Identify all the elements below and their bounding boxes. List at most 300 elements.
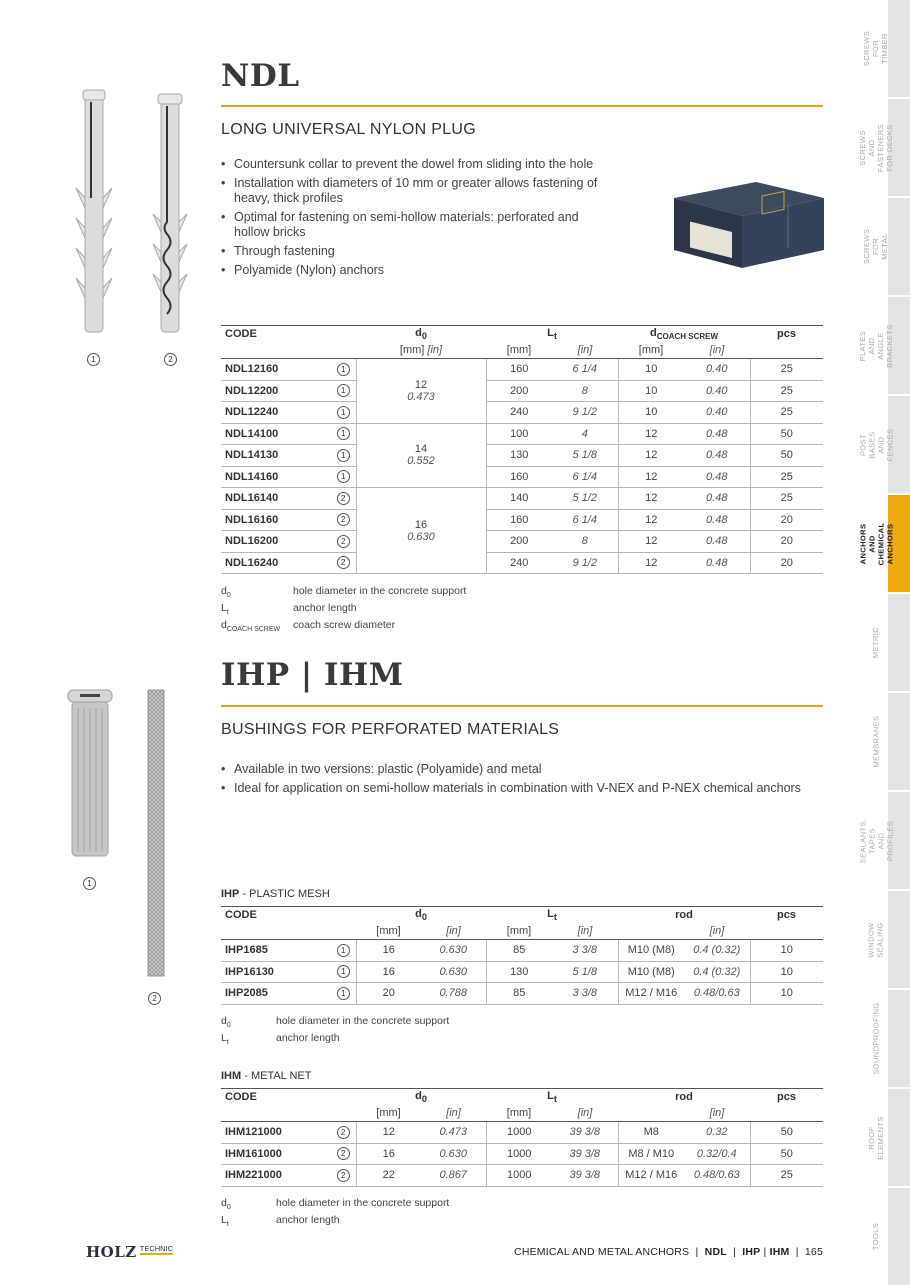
d0-cell bbox=[356, 359, 486, 424]
d0-in bbox=[421, 983, 486, 1005]
ihm-legend-item: $L_t$ anchor length bbox=[221, 1214, 340, 1229]
ihm-metal-bushing-image bbox=[144, 688, 168, 980]
d0-in: 0.630 bbox=[407, 530, 435, 543]
sidebar-tab-label[interactable] bbox=[864, 0, 888, 97]
product-code: NDL12240 bbox=[221, 402, 331, 424]
lt-in bbox=[552, 552, 618, 574]
version-cell bbox=[331, 402, 356, 424]
version-circle: 1 bbox=[337, 944, 350, 957]
version-cell bbox=[331, 983, 356, 1005]
sidebar-tab-label[interactable] bbox=[858, 495, 895, 592]
lt-mm: 1000 bbox=[486, 1122, 552, 1144]
lt-in-value: 6 1/4 bbox=[572, 470, 597, 483]
ihm-spec-table bbox=[221, 1088, 823, 1187]
version-circle: 1 bbox=[337, 384, 350, 397]
dcs-mm: 10 bbox=[618, 359, 684, 381]
ndl-image-label-2: 2 bbox=[164, 353, 177, 366]
dcs-in-value: 0.48 bbox=[706, 427, 728, 440]
version-circle: 1 bbox=[337, 987, 350, 1000]
sidebar-tab-text: TOOLS bbox=[871, 1222, 881, 1251]
version-circle: 2 bbox=[337, 1147, 350, 1160]
rod-in-value: 0.32 bbox=[706, 1126, 728, 1139]
dcs-mm: 12 bbox=[618, 531, 684, 553]
version-cell bbox=[331, 531, 356, 553]
ihm-header-d0: $d_0$ bbox=[356, 1089, 486, 1106]
sidebar-tab-label[interactable] bbox=[864, 594, 888, 691]
lt-in bbox=[552, 359, 618, 381]
pcs: 20 bbox=[750, 531, 823, 553]
ihp-header-row bbox=[221, 907, 823, 924]
ihp-header-d0: $d_0$ bbox=[356, 907, 486, 924]
sidebar-tab-text: METRIC bbox=[871, 626, 881, 659]
d0-mm: 22 bbox=[356, 1165, 421, 1187]
ndl-unit-d0: [mm] [in] bbox=[356, 342, 486, 359]
d0-mm: 16 bbox=[356, 1143, 421, 1165]
ndl-table-row bbox=[221, 380, 823, 402]
footer-separator: | bbox=[733, 1246, 737, 1258]
dcs-in-value: 0.48 bbox=[706, 513, 728, 526]
footer-item-ihp: IHP bbox=[742, 1246, 761, 1258]
sidebar-tab-text: MEMBRANES bbox=[871, 715, 881, 768]
ndl-header-code: CODE bbox=[221, 326, 331, 343]
logo-sub-text: TECHNIC bbox=[139, 1244, 174, 1253]
version-circle: 1 bbox=[337, 965, 350, 978]
sidebar-tab-label[interactable] bbox=[864, 693, 888, 790]
lt-in-value: 3 3/8 bbox=[572, 987, 597, 1000]
d0-mm: 12 bbox=[356, 1122, 421, 1144]
dcs-in bbox=[684, 423, 750, 445]
ihp-unit-rod-in: [in] bbox=[684, 923, 750, 940]
version-cell bbox=[331, 961, 356, 983]
rod-in-value: 0.4 (0.32) bbox=[693, 965, 741, 978]
lt-mm: 160 bbox=[486, 509, 552, 531]
version-cell bbox=[331, 1122, 356, 1144]
ihp-image-label-1: 1 bbox=[83, 877, 96, 890]
ihm-table-label: IHM - METAL NET bbox=[221, 1070, 312, 1082]
ndl-subtitle: LONG UNIVERSAL NYLON PLUG bbox=[221, 121, 476, 138]
pcs: 25 bbox=[750, 402, 823, 424]
pcs: 50 bbox=[750, 1122, 823, 1144]
ihm-legend-item: $d_0$ hole diameter in the concrete support bbox=[221, 1197, 450, 1212]
product-code: NDL14130 bbox=[221, 445, 331, 467]
lt-in bbox=[552, 509, 618, 531]
ndl-table-row bbox=[221, 531, 823, 553]
pcs: 20 bbox=[750, 509, 823, 531]
product-code: NDL12200 bbox=[221, 380, 331, 402]
pcs: 50 bbox=[750, 445, 823, 467]
sidebar-tab-text: SCREWS FOR TIMBER bbox=[862, 30, 890, 67]
version-circle: 2 bbox=[337, 1169, 350, 1182]
dcs-in bbox=[684, 552, 750, 574]
lt-in-value: 39 3/8 bbox=[569, 1126, 601, 1139]
lt-in-value: 9 1/2 bbox=[572, 406, 597, 419]
version-circle: 2 bbox=[337, 556, 350, 569]
sidebar-tab-text: ROOF ELEMENTS bbox=[867, 1115, 885, 1160]
ndl-image-label-1: 1 bbox=[87, 353, 100, 366]
product-code: NDL16140 bbox=[221, 488, 331, 510]
lt-in bbox=[552, 423, 618, 445]
ihm-table-row bbox=[221, 1122, 823, 1144]
ihp-plastic-bushing-image bbox=[66, 688, 114, 860]
dcs-mm: 12 bbox=[618, 552, 684, 574]
d0-in: 0.473 bbox=[407, 390, 435, 403]
lt-mm: 160 bbox=[486, 466, 552, 488]
lt-mm: 130 bbox=[486, 961, 552, 983]
rod-mm: M10 (M8) bbox=[618, 961, 684, 983]
version-circle: 1 bbox=[337, 449, 350, 462]
dcs-in bbox=[684, 380, 750, 402]
version-cell bbox=[331, 466, 356, 488]
ihm-header-lt: $L_t$ bbox=[486, 1089, 618, 1106]
lt-in-value: 39 3/8 bbox=[569, 1169, 601, 1182]
ndl-features-list bbox=[221, 157, 616, 282]
ihm-unit-d0-mm: [mm] bbox=[356, 1105, 421, 1122]
ndl-feature-3: • Optimal for fastening on semi-hollow materials: perforated and hollow bricks bbox=[221, 210, 616, 240]
sidebar-tab-label[interactable] bbox=[864, 990, 888, 1087]
sidebar-tab-9[interactable] bbox=[888, 891, 910, 988]
rod-in-value: 0.48/0.63 bbox=[693, 1169, 740, 1182]
lt-mm: 100 bbox=[486, 423, 552, 445]
ndl-spec-table bbox=[221, 325, 823, 574]
rod-mm: M10 (M8) bbox=[618, 940, 684, 962]
ihp-unit-d0-in: [in] bbox=[421, 923, 486, 940]
d0-in-value: 0.630 bbox=[439, 1147, 468, 1160]
lt-in-value: 9 1/2 bbox=[572, 556, 597, 569]
d0-in-value: 0.867 bbox=[439, 1169, 468, 1182]
sidebar-tab-text: WINDOW SEALING bbox=[867, 921, 885, 958]
ndl-unit-lt-mm: [mm] bbox=[486, 342, 552, 359]
lt-in bbox=[552, 445, 618, 467]
footer-separator: | bbox=[763, 1246, 767, 1258]
d0-cell bbox=[356, 488, 486, 574]
ndl-table-row bbox=[221, 423, 823, 445]
version-circle: 2 bbox=[337, 492, 350, 505]
rod-in bbox=[684, 1143, 750, 1165]
version-circle: 2 bbox=[337, 513, 350, 526]
footer-section: CHEMICAL AND METAL ANCHORS bbox=[514, 1246, 690, 1258]
ihp-legend-item: $L_t$ anchor length bbox=[221, 1032, 340, 1047]
d0-mm: 16 bbox=[356, 940, 421, 962]
version-circle: 1 bbox=[337, 406, 350, 419]
product-code: IHP1685 bbox=[221, 940, 331, 962]
lt-in-value: 4 bbox=[581, 427, 588, 440]
lt-mm: 240 bbox=[486, 552, 552, 574]
version-cell bbox=[331, 423, 356, 445]
d0-cell bbox=[356, 423, 486, 488]
d0-in-value: 0.630 bbox=[439, 965, 468, 978]
lt-mm: 240 bbox=[486, 402, 552, 424]
ihm-image-label-2: 2 bbox=[148, 992, 161, 1005]
ndl-feature-1: • Countersunk collar to prevent the dowel from sliding into the hole bbox=[221, 157, 616, 172]
version-cell bbox=[331, 552, 356, 574]
ndl-product-box-image bbox=[668, 178, 826, 270]
sidebar-tab-text: SCREWS AND FASTENERS FOR DECKS bbox=[858, 123, 894, 172]
pcs: 10 bbox=[750, 983, 823, 1005]
lt-mm: 200 bbox=[486, 380, 552, 402]
d0-in bbox=[421, 961, 486, 983]
version-cell bbox=[331, 940, 356, 962]
ndl-table-row bbox=[221, 359, 823, 381]
dcs-in bbox=[684, 445, 750, 467]
lt-mm: 1000 bbox=[486, 1165, 552, 1187]
ndl-table-row bbox=[221, 488, 823, 510]
d0-in bbox=[421, 1143, 486, 1165]
ndl-table-row bbox=[221, 552, 823, 574]
ndl-header-dcs: $d_{COACH SCREW}$ bbox=[618, 326, 750, 343]
sidebar-tab-text: SCREWS FOR METAL bbox=[862, 228, 890, 265]
dcs-mm: 12 bbox=[618, 488, 684, 510]
ndl-feature-2: • Installation with diameters of 10 mm or greater allows fastening of heavy, thick profiles bbox=[221, 176, 616, 206]
ihp-table-row bbox=[221, 940, 823, 962]
rod-mm: M8 bbox=[618, 1122, 684, 1144]
ihm-header-code: CODE bbox=[221, 1089, 331, 1106]
product-code: IHP2085 bbox=[221, 983, 331, 1005]
rod-in bbox=[684, 1122, 750, 1144]
ihm-unit-d0-in: [in] bbox=[421, 1105, 486, 1122]
lt-in bbox=[552, 380, 618, 402]
d0-in bbox=[421, 1165, 486, 1187]
sidebar-tab-label[interactable] bbox=[864, 891, 888, 988]
ndl-title-rule bbox=[221, 105, 823, 107]
ihp-unit-lt-mm: [mm] bbox=[486, 923, 552, 940]
lt-in bbox=[552, 466, 618, 488]
lt-in-value: 8 bbox=[581, 535, 588, 548]
ndl-unit-dcs-in: [in] bbox=[684, 342, 750, 359]
ihm-unit-lt-mm: [mm] bbox=[486, 1105, 552, 1122]
d0-mm: 12 bbox=[414, 378, 428, 391]
ihp-ihm-features-list bbox=[221, 762, 841, 800]
ihp-table-row bbox=[221, 983, 823, 1005]
dcs-mm: 12 bbox=[618, 509, 684, 531]
logo-main-text: HOLZ bbox=[86, 1243, 137, 1261]
d0-in-value: 0.630 bbox=[439, 944, 468, 957]
sidebar-tab-label[interactable] bbox=[864, 1188, 888, 1285]
d0-in: 0.552 bbox=[407, 455, 435, 468]
product-code: IHM221000 bbox=[221, 1165, 331, 1187]
lt-in bbox=[552, 961, 618, 983]
sidebar-tab-6[interactable] bbox=[888, 594, 910, 691]
ihp-legend bbox=[221, 1015, 449, 1049]
dcs-in-value: 0.40 bbox=[706, 406, 728, 419]
ndl-feature-5: • Polyamide (Nylon) anchors bbox=[221, 263, 616, 278]
d0-in-value: 0.473 bbox=[439, 1126, 468, 1139]
product-code: NDL16200 bbox=[221, 531, 331, 553]
version-cell bbox=[331, 1143, 356, 1165]
product-code: NDL14100 bbox=[221, 423, 331, 445]
rod-in-value: 0.32/0.4 bbox=[696, 1147, 737, 1160]
dcs-in bbox=[684, 466, 750, 488]
lt-in bbox=[552, 402, 618, 424]
lt-in-value: 5 1/8 bbox=[572, 965, 597, 978]
dcs-mm: 12 bbox=[618, 466, 684, 488]
product-code: NDL14160 bbox=[221, 466, 331, 488]
ndl-legend-item: $d_0$ hole diameter in the concrete support bbox=[221, 585, 467, 600]
sidebar-tab-11[interactable] bbox=[888, 1089, 910, 1186]
d0-in bbox=[421, 940, 486, 962]
lt-mm: 140 bbox=[486, 488, 552, 510]
dcs-in-value: 0.48 bbox=[706, 449, 728, 462]
lt-in-value: 3 3/8 bbox=[572, 944, 597, 957]
ndl-table-row bbox=[221, 466, 823, 488]
d0-mm: 16 bbox=[356, 961, 421, 983]
pcs: 25 bbox=[750, 359, 823, 381]
holz-technic-logo bbox=[86, 1243, 173, 1261]
ihp-unit-d0-mm: [mm] bbox=[356, 923, 421, 940]
ihp-spec-table bbox=[221, 906, 823, 1005]
sidebar-tab-0[interactable] bbox=[888, 0, 910, 97]
dcs-in bbox=[684, 509, 750, 531]
dcs-in bbox=[684, 402, 750, 424]
ndl-table-row bbox=[221, 445, 823, 467]
version-circle: 2 bbox=[337, 1126, 350, 1139]
dcs-mm: 10 bbox=[618, 402, 684, 424]
lt-in-value: 6 1/4 bbox=[572, 363, 597, 376]
lt-in bbox=[552, 940, 618, 962]
version-cell bbox=[331, 1165, 356, 1187]
ndl-legend-item: $d_{COACH SCREW}$ coach screw diameter bbox=[221, 619, 396, 634]
version-circle: 1 bbox=[337, 363, 350, 376]
rod-in-value: 0.48/0.63 bbox=[693, 987, 740, 1000]
version-circle: 1 bbox=[337, 427, 350, 440]
version-cell bbox=[331, 380, 356, 402]
dcs-in-value: 0.40 bbox=[706, 384, 728, 397]
d0-mm: 14 bbox=[414, 443, 428, 456]
sidebar-tab-label[interactable] bbox=[864, 1089, 888, 1186]
ihm-header-pcs: pcs bbox=[750, 1089, 823, 1106]
sidebar-tab-label[interactable] bbox=[858, 297, 894, 394]
ihp-unit-lt-in: [in] bbox=[552, 923, 618, 940]
pcs: 10 bbox=[750, 940, 823, 962]
ihm-table-row bbox=[221, 1143, 823, 1165]
ihp-legend-item: $d_0$ hole diameter in the concrete support bbox=[221, 1015, 450, 1030]
pcs: 10 bbox=[750, 961, 823, 983]
ndl-anchor-version-2-image bbox=[150, 92, 190, 337]
version-circle: 1 bbox=[337, 470, 350, 483]
d0-in-value: 0.788 bbox=[439, 987, 468, 1000]
lt-mm: 85 bbox=[486, 940, 552, 962]
ihp-units-row bbox=[221, 923, 823, 940]
rod-in-value: 0.4 (0.32) bbox=[693, 944, 741, 957]
lt-in-value: 6 1/4 bbox=[572, 513, 597, 526]
page-number: 165 bbox=[804, 1246, 823, 1258]
lt-in bbox=[552, 1143, 618, 1165]
sidebar-tab-text: SOUNDPROOFING bbox=[871, 1002, 881, 1075]
ndl-unit-dcs-mm: [mm] bbox=[618, 342, 684, 359]
ihm-unit-rod-in: [in] bbox=[684, 1105, 750, 1122]
lt-mm: 85 bbox=[486, 983, 552, 1005]
sidebar-tab-label[interactable] bbox=[864, 198, 888, 295]
product-code: NDL12160 bbox=[221, 359, 331, 381]
lt-in-value: 5 1/2 bbox=[572, 492, 597, 505]
ihp-header-code: CODE bbox=[221, 907, 331, 924]
dcs-in-value: 0.48 bbox=[706, 556, 728, 569]
ihp-header-pcs: pcs bbox=[750, 907, 823, 924]
dcs-in bbox=[684, 488, 750, 510]
ndl-feature-4: • Through fastening bbox=[221, 244, 616, 259]
page-footer bbox=[514, 1246, 823, 1258]
ihm-header-rod: rod bbox=[618, 1089, 750, 1106]
sidebar-tab-2[interactable] bbox=[888, 198, 910, 295]
pcs: 20 bbox=[750, 552, 823, 574]
ihp-ihm-title: IHP | IHM bbox=[221, 657, 404, 693]
dcs-in bbox=[684, 531, 750, 553]
ihp-ihm-subtitle: BUSHINGS FOR PERFORATED MATERIALS bbox=[221, 721, 560, 738]
d0-mm: 20 bbox=[356, 983, 421, 1005]
product-code: NDL16240 bbox=[221, 552, 331, 574]
version-circle: 2 bbox=[337, 535, 350, 548]
pcs: 25 bbox=[750, 488, 823, 510]
dcs-in bbox=[684, 359, 750, 381]
product-code: NDL16160 bbox=[221, 509, 331, 531]
dcs-in-value: 0.48 bbox=[706, 492, 728, 505]
dcs-in-value: 0.48 bbox=[706, 535, 728, 548]
ihp-ihm-feature-1: • Available in two versions: plastic (Polyamide) and metal bbox=[221, 762, 841, 777]
d0-mm: 16 bbox=[414, 518, 428, 531]
sidebar-tab-text: ANCHORS AND CHEMICAL ANCHORS bbox=[858, 522, 895, 565]
dcs-mm: 12 bbox=[618, 445, 684, 467]
ndl-header-row bbox=[221, 326, 823, 343]
ndl-title: NDL bbox=[221, 58, 300, 94]
sidebar-tab-12[interactable] bbox=[888, 1188, 910, 1285]
sidebar-tab-text: SEALANTS, TAPES AND PROFILES bbox=[858, 818, 894, 863]
rod-in bbox=[684, 1165, 750, 1187]
footer-separator: | bbox=[695, 1246, 699, 1258]
lt-in-value: 5 1/8 bbox=[572, 449, 597, 462]
ihp-header-rod: rod bbox=[618, 907, 750, 924]
lt-mm: 160 bbox=[486, 359, 552, 381]
version-cell bbox=[331, 359, 356, 381]
sidebar-tab-text: PLATES AND ANGLE BRACKETS bbox=[858, 323, 894, 368]
pcs: 50 bbox=[750, 423, 823, 445]
sidebar-tab-label[interactable] bbox=[858, 99, 894, 196]
ihp-header-lt: $L_t$ bbox=[486, 907, 618, 924]
pcs: 25 bbox=[750, 1165, 823, 1187]
dcs-mm: 10 bbox=[618, 380, 684, 402]
version-cell bbox=[331, 488, 356, 510]
lt-in-value: 39 3/8 bbox=[569, 1147, 601, 1160]
ihp-table-label: IHP - PLASTIC MESH bbox=[221, 888, 330, 900]
sidebar-tab-label[interactable] bbox=[858, 792, 894, 889]
rod-in bbox=[684, 940, 750, 962]
pcs: 25 bbox=[750, 466, 823, 488]
ihm-units-row bbox=[221, 1105, 823, 1122]
product-code: IHP16130 bbox=[221, 961, 331, 983]
pcs: 50 bbox=[750, 1143, 823, 1165]
ndl-legend-item: $L_t$ anchor length bbox=[221, 602, 357, 617]
rod-mm: M12 / M16 bbox=[618, 1165, 684, 1187]
ihm-table-row bbox=[221, 1165, 823, 1187]
lt-in bbox=[552, 531, 618, 553]
sidebar-tab-7[interactable] bbox=[888, 693, 910, 790]
lt-mm: 200 bbox=[486, 531, 552, 553]
ndl-header-lt: $L_t$ bbox=[486, 326, 618, 343]
rod-mm: M8 / M10 bbox=[618, 1143, 684, 1165]
lt-mm: 130 bbox=[486, 445, 552, 467]
ihm-header-row bbox=[221, 1089, 823, 1106]
ndl-header-pcs: pcs bbox=[750, 326, 823, 343]
sidebar-tab-label[interactable] bbox=[858, 396, 894, 493]
ndl-header-d0: $d_0$ bbox=[356, 326, 486, 343]
sidebar-tab-10[interactable] bbox=[888, 990, 910, 1087]
footer-item-ndl: NDL bbox=[704, 1246, 727, 1258]
footer-item-ihm: IHM bbox=[769, 1246, 790, 1258]
version-cell bbox=[331, 509, 356, 531]
lt-mm: 1000 bbox=[486, 1143, 552, 1165]
ndl-unit-lt-in: [in] bbox=[552, 342, 618, 359]
ihm-unit-lt-in: [in] bbox=[552, 1105, 618, 1122]
ihp-ihm-feature-2: • Ideal for application on semi-hollow materials in combination with V-NEX and P-NEX chemical anchors bbox=[221, 781, 841, 796]
ndl-table-row bbox=[221, 509, 823, 531]
